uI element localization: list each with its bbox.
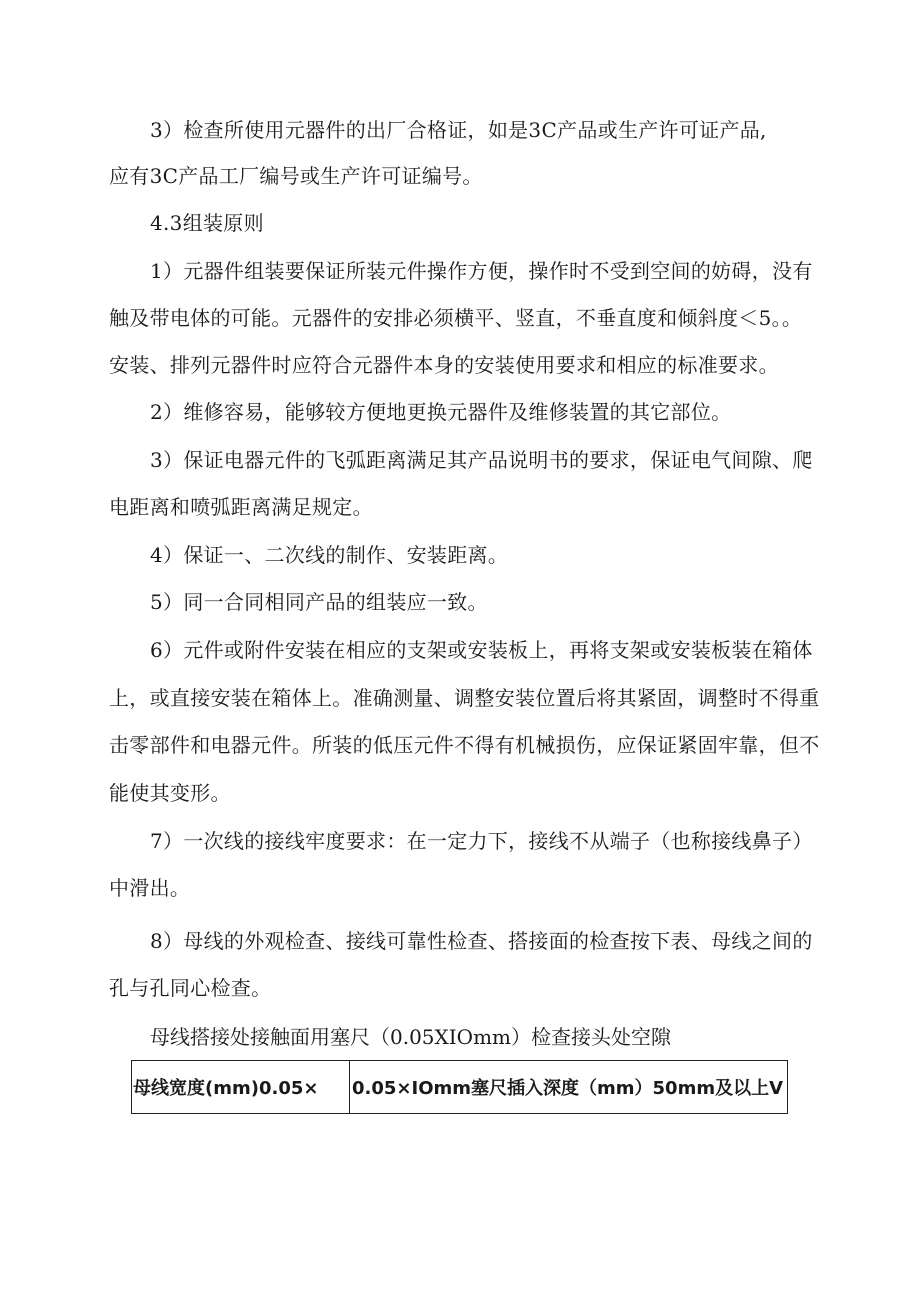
paragraph-2-line-1: 2）维修容易，能够较方便地更换元器件及维修装置的其它部位。 <box>150 400 732 424</box>
paragraph-7-line-2: 中滑出。 <box>109 876 191 900</box>
table-caption: 母线搭接处接触面用塞尺（0.05XIOmm）检查接头处空隙 <box>150 1025 671 1049</box>
paragraph-6-line-3: 击零部件和电器元件。所装的低压元件不得有机械损伤，应保证紧固牢靠，但不 <box>109 733 820 757</box>
table-cell-insertion-depth: 0.05×IOmm塞尺插入深度（mm）50mm及以上V <box>352 1078 784 1099</box>
paragraph-8-line-1: 8）母线的外观检查、接线可靠性检查、搭接面的检查按下表、母线之间的 <box>150 929 813 953</box>
table-cell-busbar-width: 母线宽度(mm)0.05× <box>132 1061 350 1113</box>
paragraph-6-line-1: 6）元件或附件安装在相应的支架或安装板上，再将支架或安装板装在箱体 <box>150 638 813 662</box>
paragraph-3-line-1: 3）检查所使用元器件的出厂合格证，如是3C产品或生产许可证产品, <box>150 118 767 142</box>
paragraph-1-line-1: 1）元器件组装要保证所装元件操作方便，操作时不受到空间的妨碍，没有 <box>150 259 813 283</box>
paragraph-3b-line-1: 3）保证电器元件的飞弧距离满足其产品说明书的要求，保证电气间隙、爬 <box>150 448 813 472</box>
paragraph-6-line-4: 能使其变形。 <box>109 781 231 805</box>
paragraph-8-line-2: 孔与孔同心检查。 <box>109 976 272 1000</box>
paragraph-1-line-3: 安装、排列元器件时应符合元器件本身的安装使用要求和相应的标准要求。 <box>109 353 779 377</box>
paragraph-1-line-2: 触及带电体的可能。元器件的安排必须横平、竖直，不垂直度和倾斜度＜5。。 <box>109 306 803 330</box>
paragraph-3-line-2: 应有3C产品工厂编号或生产许可证编号。 <box>109 164 483 188</box>
section-heading-4-3: 4.3组装原则 <box>150 211 264 235</box>
busbar-table <box>131 1060 788 1114</box>
paragraph-3b-line-2: 电距离和喷弧距离满足规定。 <box>109 495 373 519</box>
paragraph-7-line-1: 7）一次线的接线牢度要求：在一定力下，接线不从端子（也称接线鼻子） <box>150 829 813 853</box>
paragraph-4-line-1: 4）保证一、二次线的制作、安装距离。 <box>150 543 509 567</box>
paragraph-5-line-1: 5）同一合同相同产品的组装应一致。 <box>150 590 488 614</box>
paragraph-6-line-2: 上，或直接安装在箱体上。准确测量、调整安装位置后将其紧固，调整时不得重 <box>109 686 820 710</box>
